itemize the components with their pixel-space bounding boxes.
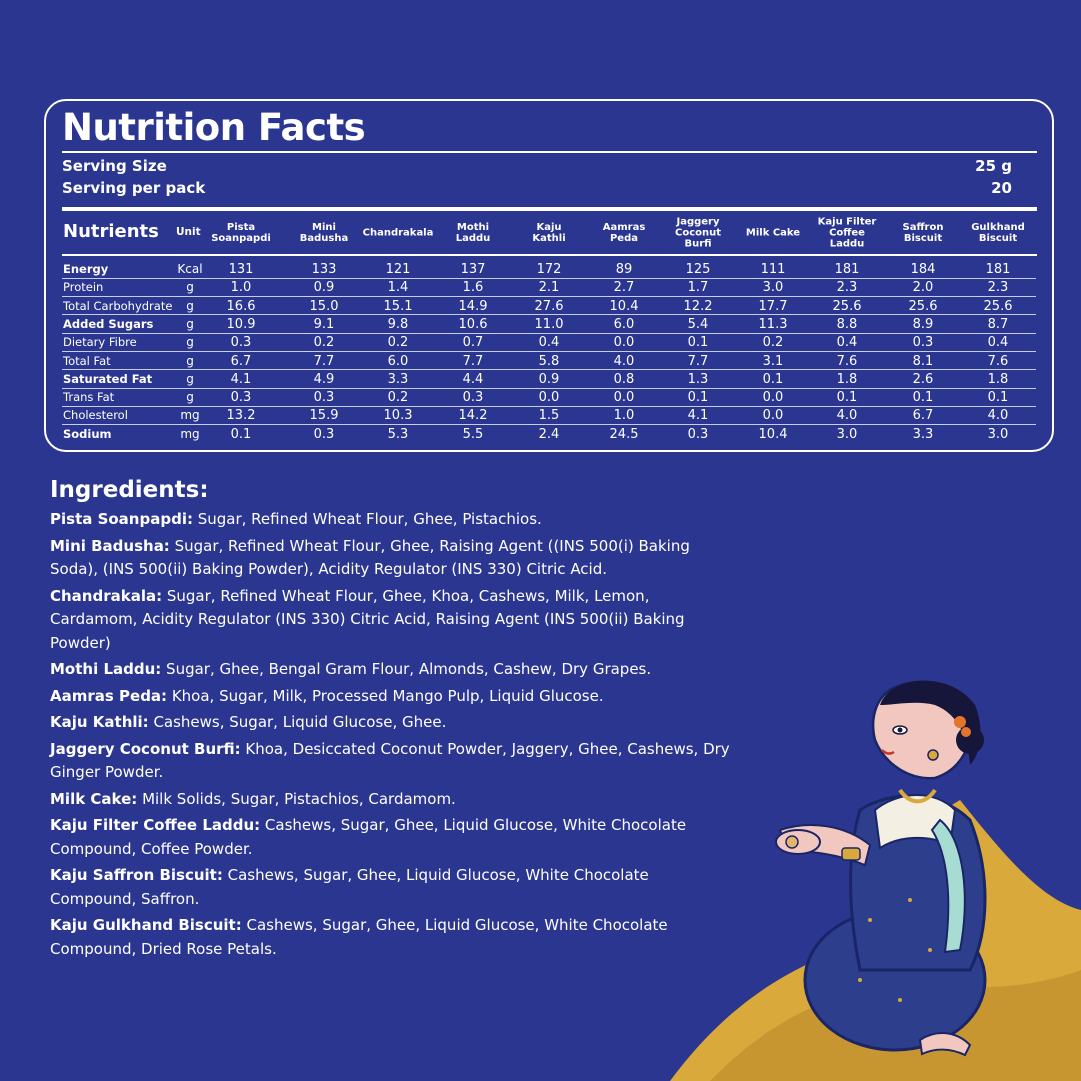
serving-size-value: 25 g	[975, 157, 1012, 175]
nutrient-value: 4.1	[230, 371, 252, 387]
ingredient-text: Khoa, Desiccated Coconut Powder, Jaggery, Ghee, Cashews, Dry Ginger Powder.	[50, 739, 730, 781]
nutrient-value: 5.4	[687, 316, 709, 332]
laddu-sweet-icon	[786, 836, 798, 848]
ingredients-title: Ingredients:	[50, 477, 209, 503]
product-column-header	[532, 222, 565, 244]
nutrient-value: 0.1	[687, 335, 709, 351]
nutrient-value: 6.0	[387, 353, 409, 369]
nutrient-value: 15.0	[309, 298, 339, 314]
nutrient-value: 2.6	[912, 371, 934, 387]
nutrient-value: 0.0	[538, 390, 560, 406]
nutrient-value: 4.9	[313, 371, 335, 387]
saree-motif	[928, 948, 932, 952]
nutrition-facts-title: Nutrition Facts	[62, 106, 366, 149]
nutrient-value: 1.5	[538, 408, 560, 424]
nutrient-value: 0.8	[613, 371, 635, 387]
nutrient-row	[0, 352, 1081, 370]
nutrient-value: 3.0	[762, 280, 784, 296]
nutrient-value: 1.0	[613, 408, 635, 424]
product-header-line: Coconut	[674, 227, 722, 239]
nutrient-value: 0.1	[987, 390, 1009, 406]
product-header-line: Biscuit	[978, 233, 1018, 244]
nutrient-value: 25.6	[908, 298, 938, 314]
nutrient-row	[0, 297, 1081, 315]
product-column-header	[603, 222, 646, 244]
nutrient-row	[0, 278, 1081, 296]
nutrient-value: 8.1	[912, 353, 934, 369]
nutrient-value: 0.2	[313, 335, 335, 351]
product-header-line: Badusha	[299, 233, 349, 244]
nutrient-value: 27.6	[534, 298, 564, 314]
nutrient-value: 2.3	[987, 280, 1009, 296]
product-header-line: Pista	[226, 222, 256, 233]
nutrient-value: 1.4	[387, 280, 409, 296]
saree-motif	[898, 998, 902, 1002]
nutrient-value: 0.3	[230, 390, 252, 406]
nutrient-value: 0.3	[687, 426, 709, 442]
serving-divider	[62, 207, 1037, 211]
ingredient-product-name: Kaju Kathli:	[50, 713, 149, 731]
product-column-header	[363, 228, 434, 239]
nutrient-value: 0.1	[687, 390, 709, 406]
ingredient-product-name: Mothi Laddu:	[50, 660, 162, 678]
nutrient-value: 25.6	[983, 298, 1013, 314]
nutrient-row	[0, 333, 1081, 351]
nutrient-name: Added Sugars	[63, 316, 154, 331]
product-header-line: Kathli	[532, 233, 566, 244]
ingredient-product-name: Aamras Peda:	[50, 686, 168, 705]
nutrient-value: 121	[385, 262, 411, 277]
ingredient-product-name: Jaggery Coconut Burfi:	[50, 739, 241, 758]
earring-icon	[928, 750, 938, 760]
nutrient-value: 89	[615, 262, 633, 277]
flower-icon	[954, 716, 966, 728]
ingredient-text: Sugar, Ghee, Bengal Gram Flour, Almonds, Cashew, Dry Grapes.	[161, 660, 652, 678]
nutrient-value: 181	[985, 262, 1011, 277]
nutrient-value: 0.3	[313, 390, 335, 406]
nutrient-value: 6.7	[912, 408, 934, 424]
product-header-line: Coffee	[829, 227, 865, 239]
nutrient-value: 2.0	[912, 280, 934, 296]
nutrient-value: 1.8	[987, 371, 1009, 387]
product-column-header	[903, 222, 944, 244]
nutrient-value: 133	[311, 262, 337, 277]
nutrient-value: 4.4	[462, 371, 484, 387]
nutrient-value: 10.6	[458, 316, 488, 332]
product-column-header	[456, 222, 491, 244]
nutrient-value: 10.4	[758, 426, 788, 442]
product-header-line: Jaggery	[676, 216, 720, 228]
nutrient-value: 0.9	[313, 280, 335, 296]
ingredient-item	[50, 585, 730, 656]
nutrient-unit: g	[186, 335, 194, 350]
nutrient-value: 5.8	[538, 353, 560, 369]
nutrient-value: 15.1	[383, 298, 413, 314]
nutrient-value: 0.1	[230, 426, 252, 442]
nutrient-value: 17.7	[758, 298, 788, 314]
nutrient-value: 3.3	[387, 371, 409, 387]
nutrient-value: 7.7	[687, 353, 709, 369]
product-header-line: Laddu	[455, 233, 491, 244]
nutrient-value: 6.0	[613, 316, 635, 332]
ingredient-item	[50, 788, 730, 812]
nutrient-name: Energy	[63, 262, 109, 276]
ingredient-item	[50, 711, 730, 735]
nutrient-value: 9.1	[313, 316, 335, 332]
nutrient-name: Cholesterol	[63, 408, 128, 423]
flower-icon-2	[961, 727, 971, 737]
nutrient-value: 7.6	[987, 353, 1009, 369]
nutrient-value: 8.9	[912, 316, 934, 332]
nutrient-value: 131	[228, 262, 254, 277]
nutrient-value: 181	[834, 262, 860, 277]
ingredient-text: Sugar, Refined Wheat Flour, Ghee, Khoa, Cashews, Milk, Lemon, Cardamom, Acidity Regulator (INS 330) Citric Acid, Raising Agent (INS 500(ii) Baking Powder)	[50, 586, 685, 652]
nutrient-value: 10.4	[609, 298, 639, 314]
nutrient-value: 14.2	[458, 408, 488, 424]
title-divider	[62, 151, 1037, 153]
nutrient-value: 0.1	[762, 371, 784, 387]
nutrient-value: 0.2	[387, 335, 409, 351]
nutrient-value: 1.7	[687, 280, 709, 296]
nutrient-value: 0.0	[762, 390, 784, 406]
nutrient-value: 4.1	[687, 408, 709, 424]
nutrient-value: 0.0	[613, 390, 635, 406]
nutrient-value: 184	[910, 262, 936, 277]
nutrient-value: 2.4	[538, 426, 560, 442]
saree-motif	[858, 978, 862, 982]
ingredient-product-name: Kaju Filter Coffee Laddu:	[50, 816, 261, 834]
nutrient-value: 0.2	[387, 390, 409, 406]
nutrient-row	[0, 425, 1081, 443]
product-header-line: Chandrakala	[362, 227, 434, 239]
nutrient-value: 1.6	[462, 280, 484, 296]
ingredient-item	[50, 658, 730, 682]
nutrient-value: 9.8	[387, 316, 409, 332]
nutrient-value: 3.0	[987, 426, 1009, 442]
nutrient-row	[0, 406, 1081, 424]
nutrient-value: 8.8	[836, 316, 858, 332]
product-column-header	[675, 217, 721, 250]
serving-per-pack-label: Serving per pack	[62, 179, 206, 197]
woman-offering-sweets-illustration	[670, 670, 1081, 1081]
ingredient-text: Cashews, Sugar, Ghee, Liquid Glucose, White Chocolate Compound, Saffron.	[50, 866, 649, 908]
nutrient-row	[0, 388, 1081, 406]
nutrient-value: 7.7	[462, 353, 484, 369]
nutrient-value: 4.0	[613, 353, 635, 369]
ingredient-product-name: Mini Badusha:	[50, 536, 170, 555]
saree-motif	[868, 918, 872, 922]
ingredient-item	[50, 814, 730, 861]
nutrient-value: 111	[760, 262, 786, 277]
nutrient-name: Saturated Fat	[63, 371, 153, 386]
nutrient-value: 0.3	[912, 335, 934, 351]
nutrient-unit: g	[186, 280, 194, 295]
product-header-line: Laddu	[829, 238, 865, 250]
ingredient-product-name: Kaju Gulkhand Biscuit:	[50, 916, 242, 934]
product-header-line: Soanpapdi	[211, 233, 271, 244]
ingredient-item	[50, 864, 730, 911]
nutrient-value: 3.3	[912, 426, 934, 442]
nutrient-value: 2.1	[538, 280, 560, 296]
ingredient-text: Sugar, Refined Wheat Flour, Ghee, Raising Agent ((INS 500(i) Baking Soda), (INS 500(ii) Baking Powder), Acidity Regulator (INS 330) Citric Acid.	[50, 536, 690, 578]
nutrient-value: 0.4	[538, 335, 560, 351]
nutrient-value: 5.3	[387, 426, 409, 442]
ingredient-text: Cashews, Sugar, Ghee, Liquid Glucose, White Chocolate Compound, Coffee Powder.	[50, 816, 687, 858]
nutrient-unit: Kcal	[177, 262, 203, 276]
nutrient-value: 0.1	[912, 390, 934, 406]
saree-motif	[908, 898, 912, 902]
ingredient-product-name: Pista Soanpapdi:	[50, 510, 193, 528]
product-header-line: Kaju	[536, 222, 562, 233]
product-column-header	[818, 217, 877, 250]
nutrient-value: 2.7	[613, 280, 635, 296]
nutrient-value: 0.9	[538, 371, 560, 387]
nutrient-value: 7.7	[313, 353, 335, 369]
nutrient-value: 15.9	[309, 408, 339, 424]
nutrient-value: 13.2	[226, 408, 256, 424]
bangles	[842, 848, 860, 860]
nutrient-value: 4.0	[836, 408, 858, 424]
nutrient-name: Protein	[63, 280, 104, 295]
ingredient-item	[50, 685, 730, 709]
nutrient-unit: g	[186, 298, 194, 313]
nutrient-row	[0, 260, 1081, 278]
nutrient-value: 14.9	[458, 298, 488, 314]
product-header-line: Milk Cake	[745, 227, 801, 239]
nutrient-value: 0.2	[762, 335, 784, 351]
header-divider	[62, 254, 1037, 256]
nutrient-value: 16.6	[226, 298, 256, 314]
product-header-line: Burfi	[684, 238, 712, 250]
ingredient-item	[50, 535, 730, 582]
nutrient-value: 2.3	[836, 280, 858, 296]
ingredient-product-name: Chandrakala:	[50, 586, 163, 605]
nutrient-value: 5.5	[462, 426, 484, 442]
product-column-header	[211, 222, 271, 244]
product-header-line: Gulkhand	[971, 222, 1025, 233]
nutrient-value: 3.1	[762, 353, 784, 369]
nutrient-unit: g	[186, 353, 194, 368]
nutrient-unit: g	[186, 371, 194, 386]
product-header-line: Peda	[609, 233, 639, 244]
ingredient-text: Milk Solids, Sugar, Pistachios, Cardamom.	[137, 789, 456, 808]
ingredient-product-name: Kaju Saffron Biscuit:	[50, 866, 223, 884]
nutrient-value: 1.3	[687, 371, 709, 387]
product-header-line: Biscuit	[903, 233, 943, 244]
nutrient-name: Dietary Fibre	[63, 335, 137, 350]
pupil	[898, 728, 903, 733]
nutrient-row	[0, 315, 1081, 333]
nutrient-value: 4.0	[987, 408, 1009, 424]
nutrient-value: 3.0	[836, 426, 858, 442]
nutrient-value: 10.3	[383, 408, 413, 424]
product-header-line: Kaju Filter	[817, 216, 877, 228]
nutrient-unit: mg	[180, 426, 200, 441]
nutrient-value: 0.0	[613, 335, 635, 351]
product-header-line: Mothi	[456, 222, 490, 233]
nutrient-unit: mg	[180, 408, 200, 423]
ingredient-item	[50, 508, 730, 532]
product-header-line: Aamras	[602, 222, 646, 233]
nutrient-value: 11.0	[534, 316, 564, 332]
nutrient-value: 12.2	[683, 298, 713, 314]
nutrient-value: 6.7	[230, 353, 252, 369]
ingredient-text: Khoa, Sugar, Milk, Processed Mango Pulp, Liquid Glucose.	[167, 686, 604, 705]
product-header-line: Mini	[312, 222, 336, 233]
nutrient-value: 25.6	[832, 298, 862, 314]
nutrient-value: 0.1	[836, 390, 858, 406]
ingredient-item	[50, 738, 730, 785]
product-column-header	[746, 228, 800, 239]
serving-per-pack-value: 20	[991, 179, 1012, 197]
nutrient-value: 0.3	[462, 390, 484, 406]
nutrient-value: 1.0	[230, 280, 252, 296]
ingredient-product-name: Milk Cake:	[50, 789, 138, 808]
ingredient-item	[50, 914, 730, 961]
ingredient-text: Sugar, Refined Wheat Flour, Ghee, Pistachios.	[192, 510, 542, 528]
nutrient-name: Total Carbohydrate	[63, 298, 173, 313]
nutrient-value: 0.4	[836, 335, 858, 351]
ingredients-list	[50, 508, 730, 964]
nutrient-row	[0, 370, 1081, 388]
nutrient-value: 137	[460, 262, 486, 277]
product-column-header	[300, 222, 348, 244]
ingredient-text: Cashews, Sugar, Liquid Glucose, Ghee.	[148, 713, 447, 731]
nutrient-value: 11.3	[758, 316, 788, 332]
nutrient-unit: g	[186, 316, 194, 331]
serving-size-label: Serving Size	[62, 157, 167, 175]
nutrients-header: Nutrients	[63, 221, 159, 242]
ingredient-text: Cashews, Sugar, Ghee, Liquid Glucose, White Chocolate Compound, Dried Rose Petals.	[50, 916, 668, 958]
nutrients-table-header	[0, 213, 1081, 253]
nutrient-value: 125	[685, 262, 711, 277]
nutrient-name: Sodium	[63, 426, 112, 441]
nutrient-value: 0.3	[230, 335, 252, 351]
nutrient-value: 0.4	[987, 335, 1009, 351]
nutrient-value: 1.8	[836, 371, 858, 387]
nutrient-value: 0.3	[313, 426, 335, 442]
nutrient-name: Total Fat	[63, 353, 111, 368]
nutrient-unit: g	[186, 390, 194, 405]
nutrient-value: 10.9	[226, 316, 256, 332]
nutrient-value: 7.6	[836, 353, 858, 369]
unit-header: Unit	[176, 226, 201, 238]
nutrient-value: 24.5	[609, 426, 639, 442]
nutrient-name: Trans Fat	[63, 390, 115, 405]
nutrient-value: 0.0	[762, 408, 784, 424]
nutrient-value: 172	[536, 262, 562, 277]
nutrient-value: 8.7	[987, 316, 1009, 332]
nutrient-value: 0.7	[462, 335, 484, 351]
product-column-header	[971, 222, 1025, 244]
product-header-line: Saffron	[902, 222, 944, 233]
